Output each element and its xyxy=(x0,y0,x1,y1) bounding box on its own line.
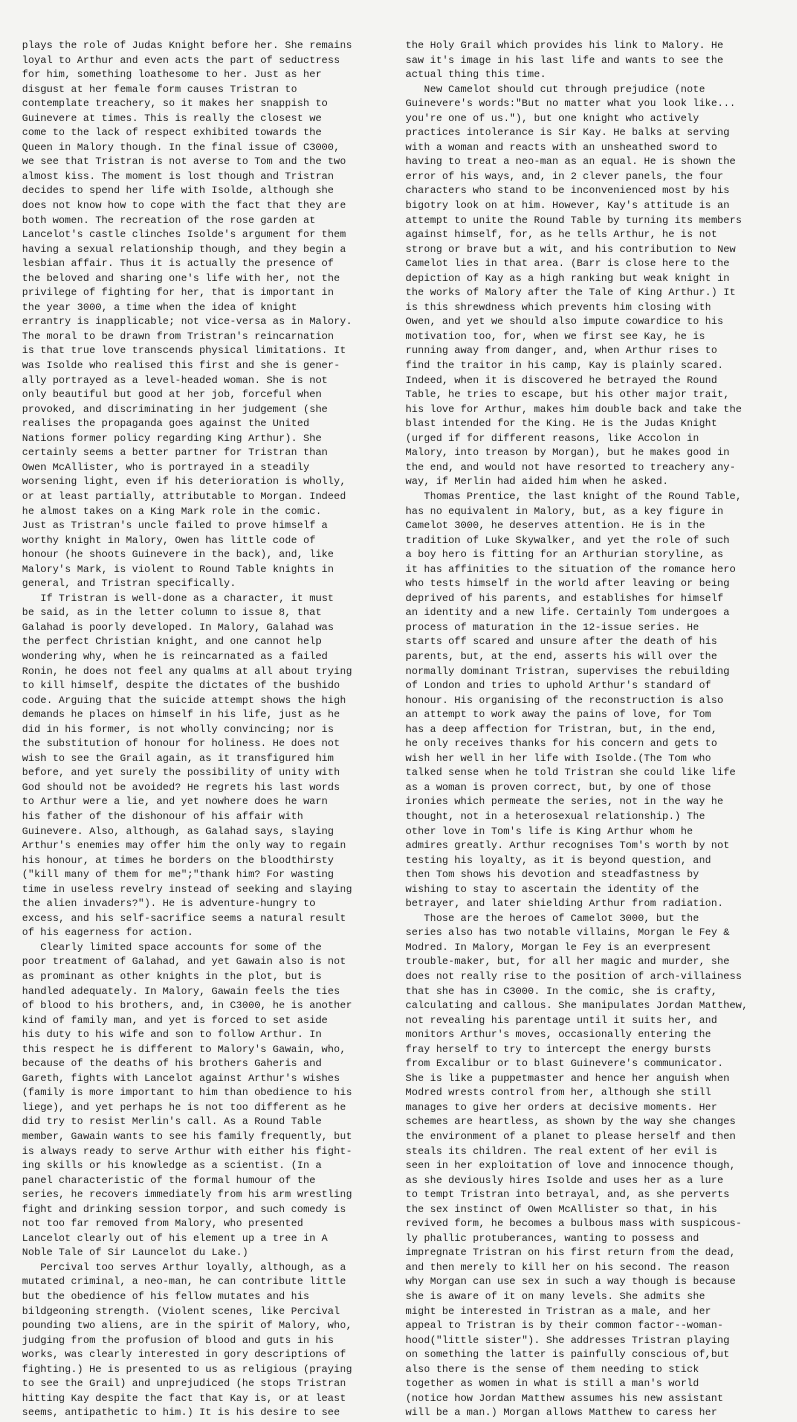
article-column-right: the Holy Grail which provides his link to Malory. He saw it's image in his last life and wants to see the actual thing this time. New Camelot should cut through prejudice (note Guinevere's words:"But no matter what you look like... you're one of us."), but one knight who actively practices intolerance is Sir Kay. He balks at serving with a woman and reacts with an unsheathed sword to having to treat a neo-man as an equal. He is shown the error of his ways, and, in 2 clever panels, the four characters who stand to be inconvenienced most by his bigotry look on at him. However, Kay's attitude is an attempt to unite the Round Table by turning its members against himself, for, as he tells Arthur, he is not strong or brave but a wit, and his contribution to New Camelot lies in that area. (Barr is close here to the depiction of Kay as a high ranking but weak knight in the works of Malory after the Tale of King Arthur.) It is this shrewdness which prevents him closing with Owen, and yet we should also impute cowardice to his motivation too, for, when we first see Kay, he is running away from danger, and, when Arthur rises to find the traitor in his camp, Kay is plainly scared. Indeed, when it is discovered he betrayed the Round Table, he tries to escape, but his other major trait, his love for Arthur, makes him double back and take the blast intended for the King. He is the Judas Knight (urged if for different reasons, like Accolon in Malory, into treason by Morgan), but he makes good in the end, and would not have resorted to treachery any- way, if Merlin had aided him when he asked. Thomas Prentice, the last knight of the Round Table, has no equivalent in Malory, but, as a key figure in Camelot 3000, he deserves attention. He is in the tradition of Luke Skywalker, and yet the role of such a boy hero is fitting for an Arthurian storyline, as it has affinities to the situation of the romance hero who tests himself in the world after leaving or being deprived of his parents, and establishes for himself an identity and a new life. Certainly Tom undergoes a process of maturation in the 12-issue series. He starts off scared and unsure after the death of his parents, but, at the end, asserts his will over the normally dominant Tristran, supervises the rebuilding of London and tries to uphold Arthur's standard of honour. His organising of the reconstruction is also an attempt to work away the pains of love, for Tom has a deep affection for Tristran, but, in the end, he only receives thanks for his concern and gets to wish her well in her life with Isolde.(The Tom who talked sense when he told Tristran she could like life as a woman is proven correct, but, by one of those ironies which permeate the series, not in the way he thought, not in a heterosexual relationship.) The other love in Tom's life is King Arthur whom he admires greatly. Arthur recognises Tom's worth by not testing his loyalty, as it is beyond question, and then Tom shows his devotion and steadfastness by wishing to stay to ascertain the identity of the betrayer, and later shielding Arthur from radiation. Those are the heroes of Camelot 3000, but the series also has two notable villains, Morgan le Fey & Modred. In Malory, Morgan le Fey is an everpresent trouble-maker, but, for all her magic and murder, she does not really rise to the position of arch-villainess that she has in C3000. In the comic, she is crafty, calculating and callous. She manipulates Jordan Matthew, not revealing his parentage until it suits her, and monitors Arthur's moves, occasionally entering the fray herself to try to intercept the energy bursts from Excalibur or to blast Guinevere's communicator. She is like a puppetmaster and hence her anguish when Modred wrests control from her, although she still manages to give her orders at decisive moments. Her schemes are heartless, as shown by the way she changes the environment of a planet to please herself and then steals its children. The real extent of her evil is seen in her exploitation of love and innocence though, as she deviously hires Isolde and uses her as a lure to tempt Tristran into betrayal, and, as she perverts the sex instinct of Owen McAllister so that, in his revived form, he becomes a bulbous mass with suspicous- ly phallic protuberances, wanting to possess and impregnate Tristran on his first return from the dead, and then merely to kill her on his second. The reason why Morgan can use sex in such a way though is because she is aware of it on many levels. She admits she might be interested in Tristran as a male, and her appeal to Tristran is by their common factor--woman- hood("little sister"). She addresses Tristran playing on something the latter is painfully conscious of,but also there is the sense of them needing to stick together as women in what is still a man's world (notice how Jordan Matthew assumes his new assistant will be a man.) Morgan allows Matthew to caress her xyxy=(405,41,748,1420)
article-column-left: plays the role of Judas Knight before her. She remains loyal to Arthur and even acts the part of seductress for him, something loathesome to her. Just as her disgust at her female form causes Tristran to contemplate treachery, so it makes her snappish to Guinevere at times. This is really the closest we come to the lack of respect exhibited towards the Queen in Malory though. In the final issue of C3000, we see that Tristran is not averse to Tom and the two almost kiss. The moment is lost though and Tristran decides to spend her life with Isolde, although she does not know how to cope with the fact that they are both women. The recreation of the rose garden at Lancelot's castle clinches Isolde's argument for them having a sexual relationship though, and they begin a lesbian affair. Thus it is actually the presence of the beloved and sharing one's life with her, not the privilege of fighting for her, that is important in the year 3000, a time when the idea of knight errantry is inapplicable; not vice-versa as in Malory. The moral to be drawn from Tristran's reincarnation is that true love transcends physical limitations. It was Isolde who realised this first and she is gener- ally portrayed as a level-headed woman. She is not only beautiful but good at her job, forceful when provoked, and discriminating in her judgement (she realises the propaganda goes against the United Nations former policy regarding King Arthur). She certainly seems a better partner for Tristran than Owen McAllister, who is portrayed in a steadily worsening light, even if his deterioration is wholly, or at least partially, attributable to Morgan. Indeed he almost takes on a King Mark role in the comic. Just as Tristran's uncle failed to prove himself a worthy knight in Malory, Owen has little code of honour (he shoots Guinevere in the back), and, like Malory's Mark, is violent to Round Table knights in general, and Tristran specifically. If Tristran is well-done as a character, it must be said, as in the letter column to issue 8, that Galahad is poorly developed. In Malory, Galahad was the perfect Christian knight, and one cannot help wondering why, when he is reincarnated as a failed Ronin, he does not feel any qualms at all about trying to kill himself, despite the dictates of the bushido code. Arguing that the suicide attempt shows the high demands he places on himself in his life, just as he did in his former, is not wholly convincing; nor is the substitution of honour for holiness. He does not wish to see the Grail again, as it transfigured him before, and yet surely the possibility of unity with God should not be avoided? He regrets his last words to Arthur were a lie, and yet nowhere does he warn his father of the dishonour of his affair with Guinevere. Also, although, as Galahad says, slaying Arthur's enemies may offer him the only way to regain his honour, at times he borders on the bloodthirsty ("kill many of them for me";"thank him? For wasting time in useless revelry instead of seeking and slaying the alien invaders?"). He is adventure-hungry to excess, and his self-sacrifice seems a natural result of his eagerness for action. Clearly limited space accounts for some of the poor treatment of Galahad, and yet Gawain also is not as prominant as other knights in the plot, but is handled adequately. In Malory, Gawain feels the ties of blood to his brothers, and, in C3000, he is another kind of family man, and yet is forced to set aside his duty to his wife and son to follow Arthur. In this respect he is different to Malory's Gawain, who, because of the deaths of his brothers Gaheris and Gareth, fights with Lancelot against Arthur's wishes (family is more important to him than obedience to his liege), and yet perhaps he is not too different as he did try to resist Merlin's call. As a Round Table member, Gawain wants to see his family frequently, but is always ready to serve Arthur with either his fight- ing skills or his knowledge as a scientist. (In a panel characteristic of the formal humour of the series, he recovers immediately from his arm wrestling fight and drinking session torpor, and such comedy is not too far removed from Malory, who presented Lancelot clearly out of his element up a tree in A Noble Tale of Sir Launcelot du Lake.) Percival too serves Arthur loyally, although, as a mutated criminal, a neo-man, he can contribute little but the obedience of his fellow mutates and his bildgeoning strength. (Violent scenes, like Percival pounding two aliens, are in the spirit of Malory, who, judging from the profusion of blood and guts in his works, was clearly interested in gory descriptions of fighting.) He is presented to us as religious (praying to see the Grail) and unprejudiced (he stops Tristran hitting Kay despite the fact that Kay is, or at least seems, antipathetic to him.) It is his desire to see xyxy=(22,41,353,1420)
